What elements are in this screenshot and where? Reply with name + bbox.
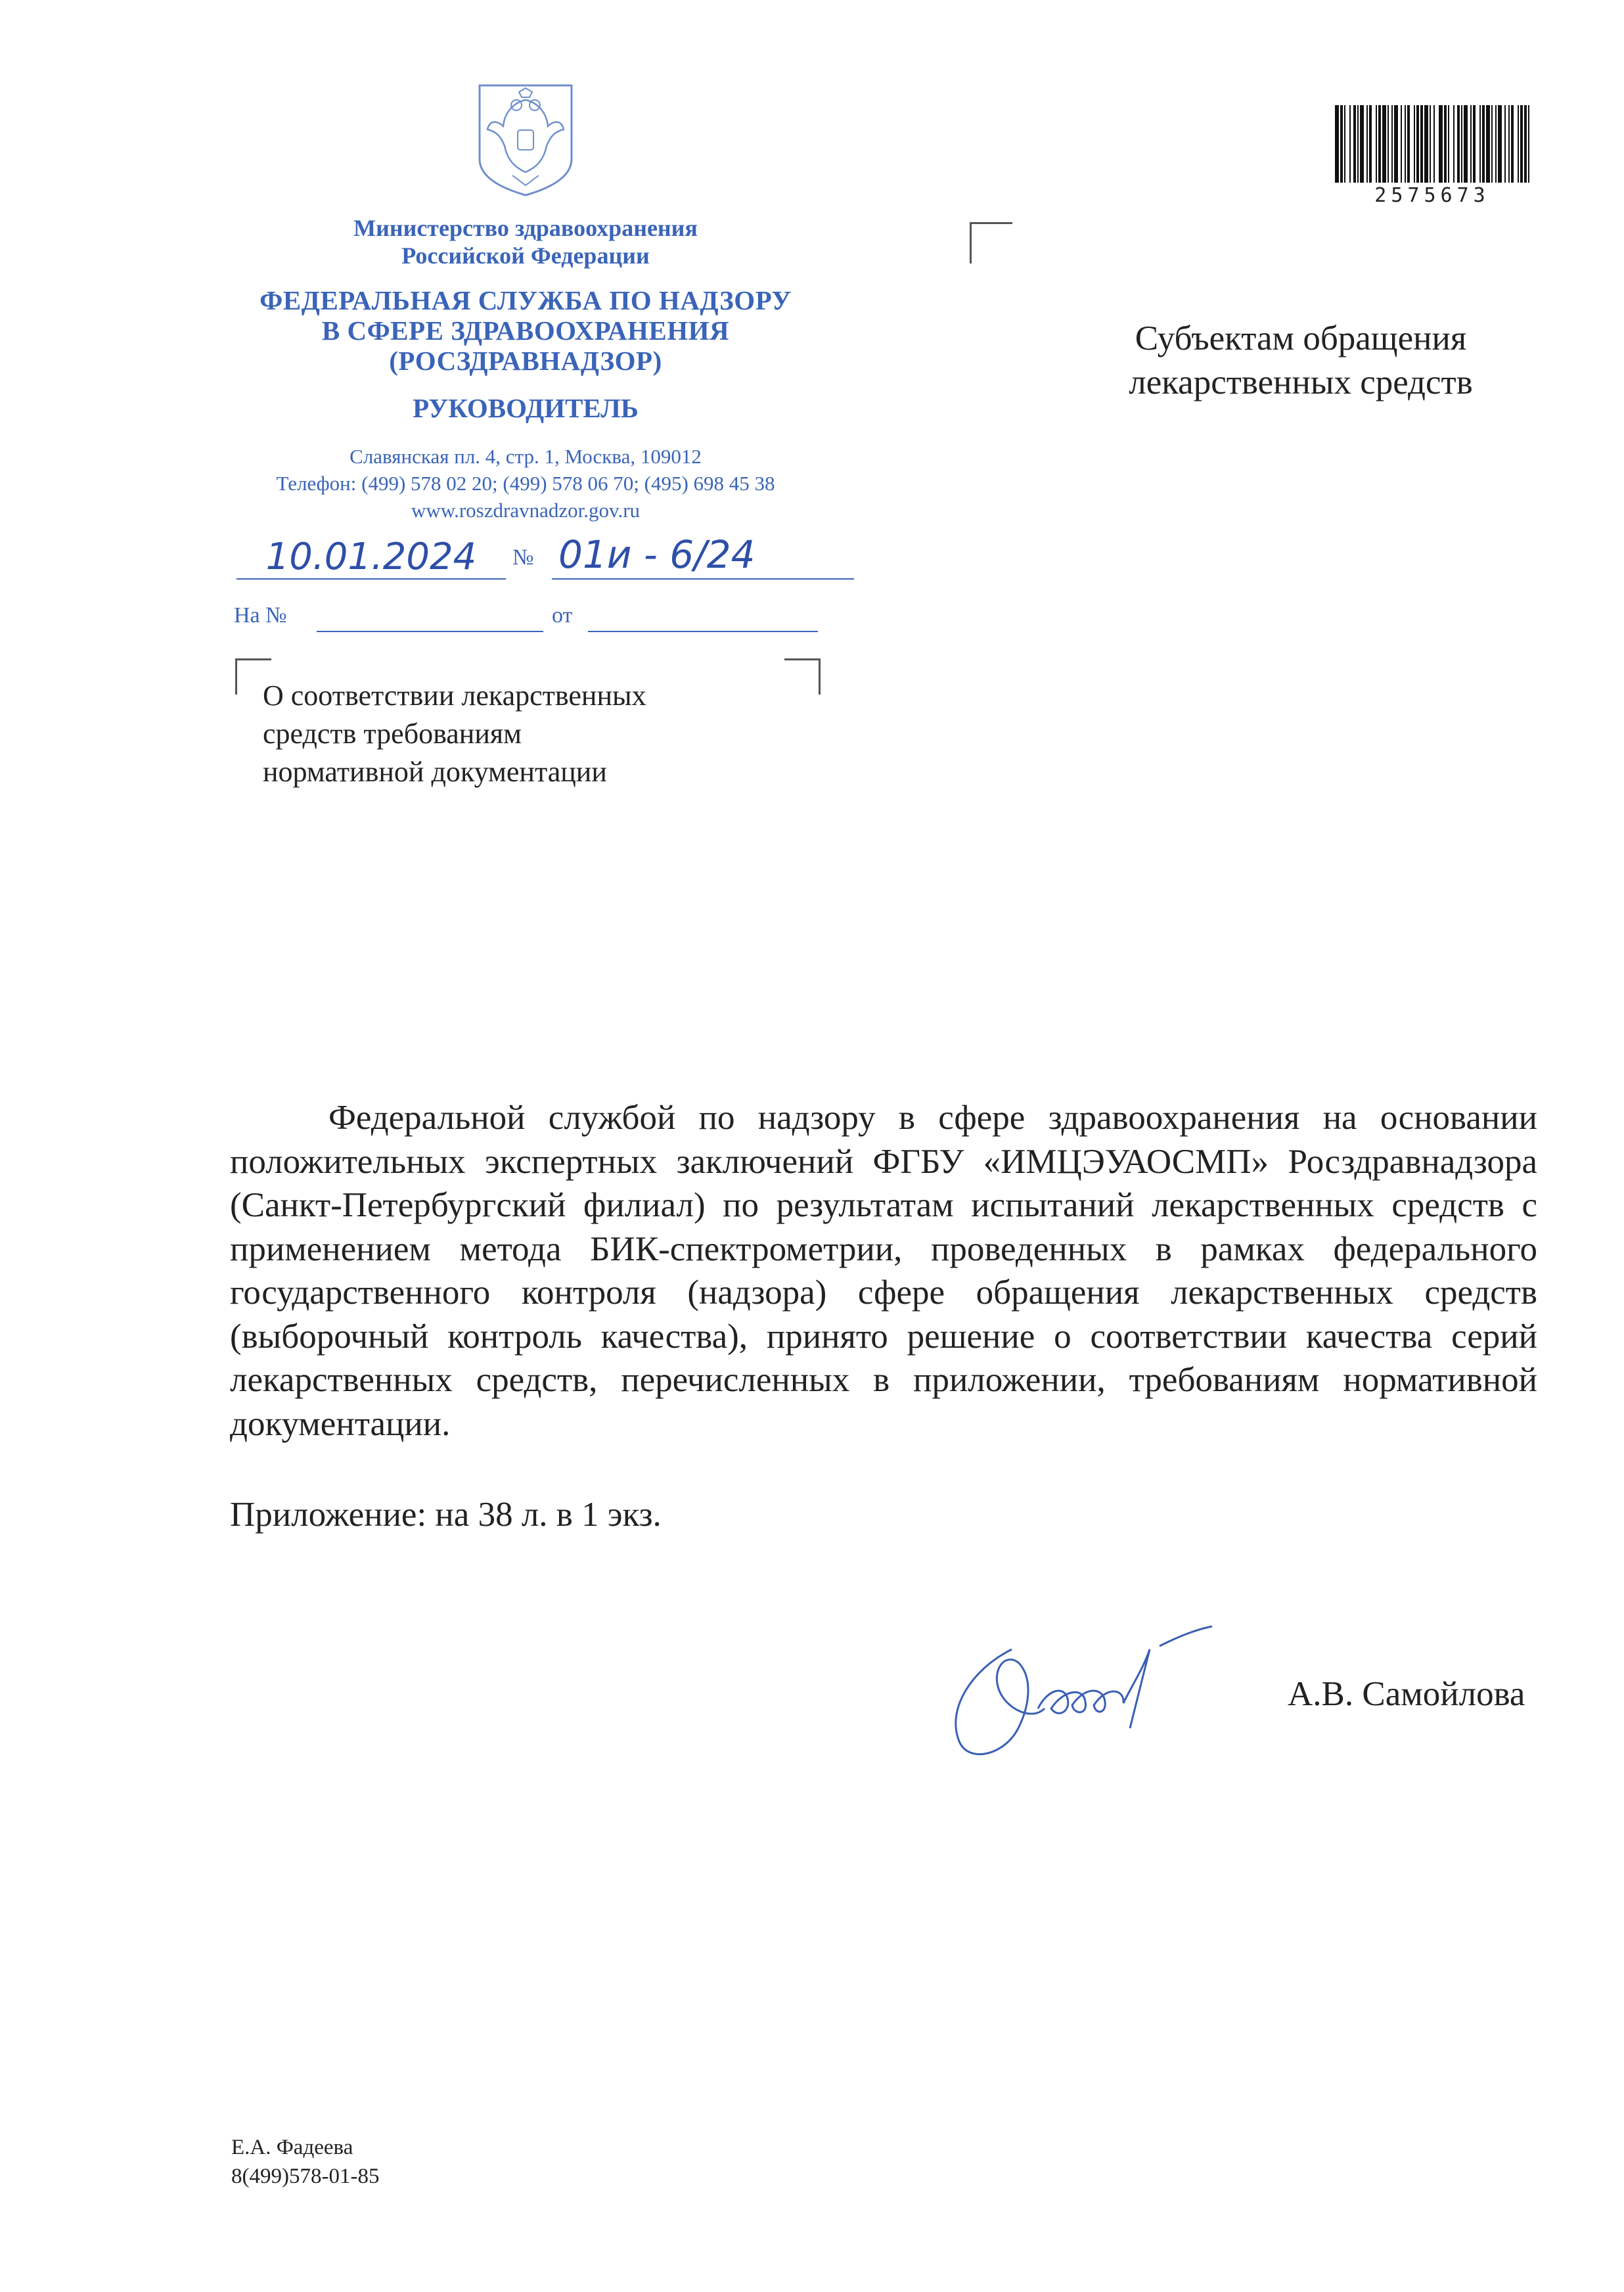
addressee-corner — [970, 222, 1012, 264]
barcode-bar — [1470, 105, 1472, 183]
barcode-bar — [1498, 105, 1502, 183]
barcode-bar — [1508, 105, 1510, 183]
barcode-bar — [1357, 105, 1359, 183]
barcode-bar — [1479, 105, 1481, 183]
signature-icon — [933, 1610, 1301, 1774]
barcode-bar — [1376, 105, 1377, 183]
barcode-bar — [1448, 105, 1449, 183]
barcode-bar — [1464, 105, 1468, 183]
barcode-bar — [1430, 105, 1431, 183]
barcode-bar — [1524, 105, 1527, 183]
barcode-bar — [1457, 105, 1460, 183]
barcode-bar — [1405, 105, 1406, 183]
registration-date: 10.01.2024 — [265, 536, 477, 578]
reference-date-line — [588, 631, 818, 632]
barcode-number: 2575673 — [1374, 184, 1490, 207]
registration-number: 01и - 6/24 — [558, 532, 756, 577]
barcode-bar — [1486, 105, 1490, 183]
executor-name: Е.А. Фадеева — [231, 2136, 353, 2159]
body-text: Федеральной службой по надзору в сфере здравоохранения на основании положительных экспертных заключений ФГБУ «ИМЦЭУАОСМП» Росздравнадзора (Санкт-Петербургский филиал) по результатам испытаний лекарственных средств с применением метода БИК-спектрометрии, проведенных в рамках федерального государственного контроля (надзора) сфере обращения лекарственных средств (выборочный контроль качества), принято решение о соответствии качества серий лекарственных средств, перечисленных в приложении, требованиям нормативной документации. — [230, 1099, 1537, 1443]
barcode-bar — [1349, 105, 1351, 183]
barcode-bar — [1491, 105, 1493, 183]
barcode-bar — [1495, 105, 1497, 183]
barcode-bar — [1394, 105, 1398, 183]
barcode-bar — [1369, 105, 1372, 183]
barcode-bar — [1453, 105, 1455, 183]
executor-phone: 8(499)578-01-85 — [231, 2165, 380, 2188]
barcode-bar — [1344, 105, 1345, 183]
barcode-bar — [1482, 105, 1485, 183]
barcode-bar — [1433, 105, 1435, 183]
appendix-note: Приложение: на 38 л. в 1 экз. — [230, 1496, 662, 1534]
phones: Телефон: (499) 578 02 20; (499) 578 06 70; (495) 698 45 38 — [276, 472, 775, 495]
barcode-icon — [1334, 105, 1531, 183]
barcode-bar — [1444, 105, 1447, 183]
barcode-bar — [1528, 105, 1529, 183]
service-name: ФЕДЕРАЛЬНАЯ СЛУЖБА ПО НАДЗОРУ В СФЕРЕ ЗДРАВООХРАНЕНИЯ (РОСЗДРАВНАДЗОР) — [259, 285, 792, 376]
reference-date-label: от — [552, 603, 573, 628]
barcode-bar — [1391, 105, 1393, 183]
subject: О соответствии лекарственных средств требованиям нормативной документации — [263, 679, 646, 788]
registration-number-label: № — [512, 545, 534, 570]
barcode-bar — [1378, 105, 1381, 183]
barcode-bar — [1414, 105, 1415, 183]
subject-corner-right — [784, 658, 821, 695]
reference-number-label: На № — [234, 603, 287, 628]
barcode-bar — [1387, 105, 1389, 183]
head-title: РУКОВОДИТЕЛЬ — [413, 393, 639, 423]
barcode-bar — [1504, 105, 1506, 183]
barcode-bar — [1340, 105, 1343, 183]
registration-date-line — [237, 578, 506, 580]
website-link[interactable]: www.roszdravnadzor.gov.ru — [411, 499, 641, 522]
barcode-bar — [1424, 105, 1428, 183]
barcode-bar — [1407, 105, 1410, 183]
address: Славянская пл. 4, стр. 1, Москва, 109012 — [350, 445, 702, 468]
ministry-name: Министерство здравоохранения Российской Федерации — [353, 215, 698, 269]
barcode-bar — [1520, 105, 1523, 183]
registration-number-line — [552, 578, 854, 580]
barcode-bar — [1416, 105, 1419, 183]
coat-of-arms-icon — [473, 74, 578, 198]
barcode-bar — [1518, 105, 1519, 183]
barcode-bar — [1366, 105, 1368, 183]
barcode-bar — [1461, 105, 1462, 183]
barcode-bar — [1353, 105, 1356, 183]
barcode-bar — [1401, 105, 1402, 183]
reference-number-line — [317, 631, 543, 632]
recipient: Субъектам обращения лекарственных средств — [1129, 319, 1473, 401]
barcode-bar — [1335, 105, 1339, 183]
barcode-bar — [1420, 105, 1423, 183]
signer-name: А.В. Самойлова — [1288, 1675, 1525, 1713]
barcode-bar — [1473, 105, 1476, 183]
barcode-bar — [1382, 105, 1386, 183]
barcode-bar — [1360, 105, 1364, 183]
barcode-bar — [1511, 105, 1514, 183]
barcode-bar — [1439, 105, 1443, 183]
